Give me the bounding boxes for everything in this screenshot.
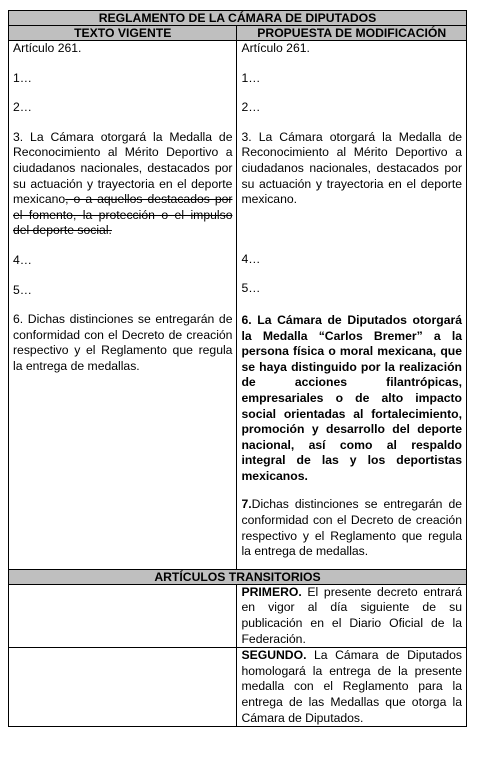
texto-vigente-cell (9, 41, 237, 570)
table-title: REGLAMENTO DE LA CÁMARA DE DIPUTADOS (9, 11, 467, 26)
transitorio-primero-cell (237, 584, 467, 647)
transitorio-row (9, 648, 467, 727)
right-p7-text: Dichas distinciones se entregarán de conformidad con el Decreto de creación respectivo y el Reglamento que regula la entrega de medallas. (241, 497, 462, 559)
transitorio-segundo-cell (237, 648, 467, 727)
right-p7-number: 7. (241, 497, 252, 512)
left-p3-struck-text: , o a aquellos destacados por el fomento, la protección o el impulso del deporte social. (13, 192, 233, 238)
transitorios-header-row (9, 569, 467, 584)
transitorio-row (9, 584, 467, 647)
transitorio-text: La Cámara de Diputados homologará la entrega de la presente medalla con el Reglamento para la entrega de las Medallas que otorga la Cámara de Diputados. (241, 648, 462, 725)
header-propuesta: PROPUESTA DE MODIFICACIÓN (237, 26, 467, 41)
transitorios-header: ARTÍCULOS TRANSITORIOS (9, 569, 467, 584)
article-row (9, 41, 467, 570)
left-paragraph-5: 5… (13, 282, 32, 297)
right-paragraph-2: 2… (241, 100, 261, 115)
transitorio-text: El presente decreto entrará en vigor al día siguiente de su publicación en el Diario Oficial de la Federación. (241, 584, 462, 646)
right-paragraph-5: 5… (241, 281, 261, 296)
column-header-row (9, 26, 467, 41)
transitorio-empty-cell (9, 648, 237, 727)
left-p3-text: 3. La Cámara otorgará la Medalla de Reconocimiento al Mérito Deportivo a ciudadanos nacionales, destacados por su actuación y trayectoria en el deporte mexicano (13, 129, 233, 207)
right-paragraph-4: 4… (241, 251, 261, 266)
left-paragraph-4: 4… (13, 252, 32, 267)
right-paragraph-6-new: 6. La Cámara de Diputados otorgará la Medalla “Carlos Bremer” a la persona física o moral mexicana, que se haya distinguido por la realización de acciones filantrópicas, empresariales o de alto impacto social orientadas al fortalecimiento, promoción y desarrollo del deporte nacional, así como al respaldo integral de las y los deportistas mexicanos. (241, 312, 462, 483)
left-paragraph-2: 2… (13, 100, 32, 115)
header-texto-vigente: TEXTO VIGENTE (9, 26, 237, 41)
right-paragraph-7 (241, 497, 462, 559)
left-article-heading: Artículo 261. (13, 41, 82, 55)
left-paragraph-6: 6. Dichas distinciones se entregarán de conformidad con el Decreto de creación respectivo y el Reglamento que regula la entrega de medallas. (13, 312, 233, 373)
left-paragraph-1: 1… (13, 70, 32, 85)
propuesta-cell (237, 41, 467, 570)
right-paragraph-3: 3. La Cámara otorgará la Medalla de Reconocimiento al Mérito Deportivo a ciudadanos nacionales, destacados por su actuación y trayectoria en el deporte mexicano. (241, 129, 462, 207)
right-paragraph-1: 1… (241, 70, 261, 85)
transitorio-segundo (241, 648, 462, 726)
left-paragraph-3 (13, 130, 232, 239)
transitorio-label: PRIMERO. (241, 584, 302, 599)
table-title-row (9, 11, 467, 26)
transitorio-primero (241, 585, 462, 647)
transitorio-empty-cell (9, 584, 237, 647)
transitorio-label: SEGUNDO. (241, 648, 307, 663)
reform-comparison-table (8, 10, 467, 727)
right-article-heading: Artículo 261. (241, 41, 310, 55)
